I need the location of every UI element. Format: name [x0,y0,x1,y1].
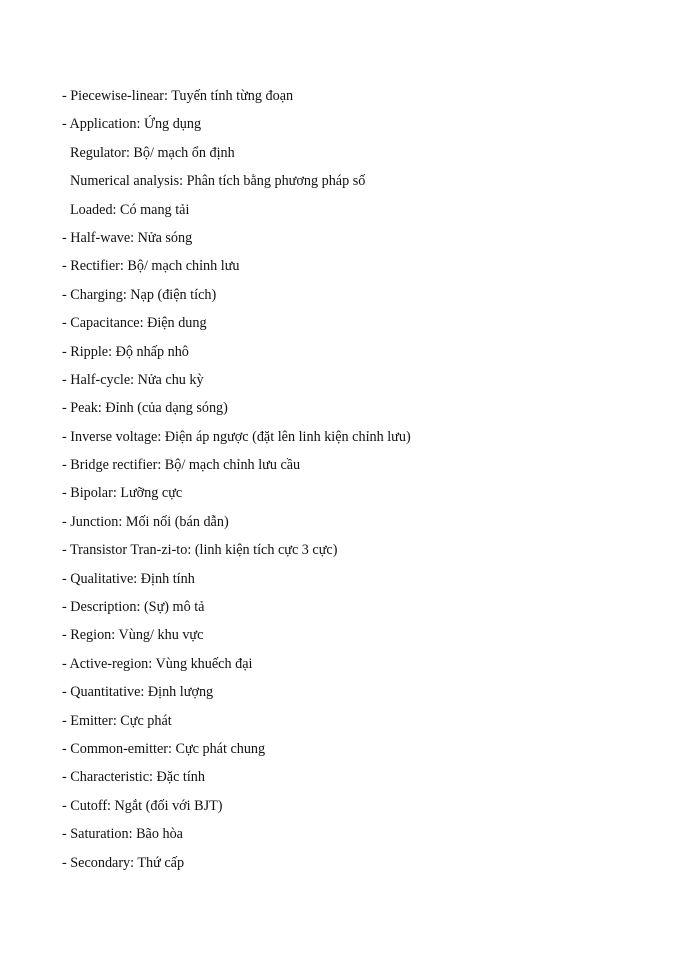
glossary-entry: - Half-cycle: Nửa chu kỳ [62,371,204,388]
glossary-entry: - Quantitative: Định lượng [62,684,214,701]
glossary-entry: - Description: (Sự) mô tả [62,599,205,616]
glossary-entry: - Bridge rectifier: Bộ/ mạch chỉnh lưu cầu [62,457,301,474]
glossary-entry: - Saturation: Bão hòa [62,826,183,843]
glossary-entry: - Application: Ứng dụng [62,116,202,133]
glossary-entry: - Emitter: Cực phát [62,712,172,729]
glossary-entry: - Common-emitter: Cực phát chung [62,740,266,757]
glossary-entry: - Region: Vùng/ khu vực [62,627,204,644]
glossary-entry: - Qualitative: Định tính [62,570,195,587]
glossary-entry: - Bipolar: Lưỡng cực [62,485,183,502]
glossary-entry: - Junction: Mối nối (bán dẫn) [62,513,229,530]
glossary-entry: - Cutoff: Ngắt (đối với BJT) [62,797,223,814]
glossary-entry: - Rectifier: Bộ/ mạch chỉnh lưu [62,258,240,275]
glossary-entry: - Charging: Nạp (điện tích) [62,286,217,303]
glossary-entry: - Active-region: Vùng khuếch đại [62,655,253,672]
glossary-entry: - Secondary: Thứ cấp [62,854,185,871]
glossary-entry: - Inverse voltage: Điện áp ngược (đặt lên linh kiện chỉnh lưu) [62,428,411,445]
glossary-subentry: Regulator: Bộ/ mạch ổn định [70,144,235,161]
glossary-entry: - Ripple: Độ nhấp nhô [62,343,189,360]
glossary-entry: - Characteristic: Đặc tính [62,769,205,786]
glossary-entry: - Capacitance: Điện dung [62,315,207,332]
glossary-entry: - Transistor Tran-zi-to: (linh kiện tích cực 3 cực) [62,542,338,559]
glossary-entry: - Piecewise-linear: Tuyến tính từng đoạn [62,88,294,104]
glossary-entry: - Half-wave: Nửa sóng [62,229,193,246]
glossary-subentry: Numerical analysis: Phân tích bằng phương pháp số [70,173,366,190]
glossary-list [62,86,411,881]
glossary-entry: - Peak: Đỉnh (của dạng sóng) [62,400,228,417]
glossary-subentry: Loaded: Có mang tải [70,201,190,218]
